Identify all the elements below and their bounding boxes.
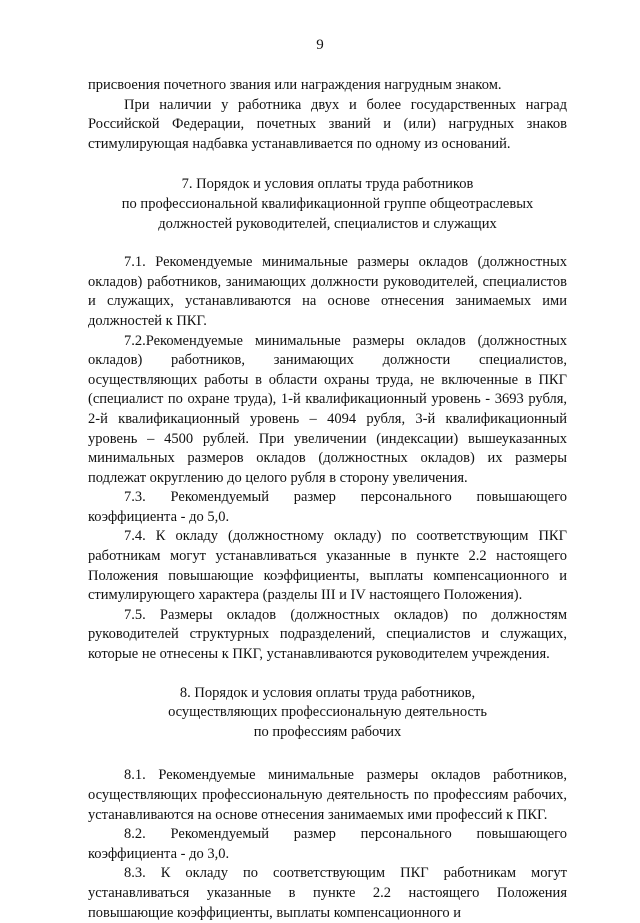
- paragraph-8-2: 8.2. Рекомендуемый размер персонального повышающего коэффициента - до 3,0.: [88, 826, 567, 862]
- paragraph-7-2: 7.2.Рекомендуемые минимальные размеры окладов (должностных окладов) работников, занимающих должности специалистов, осуществляющих работы в области охраны труда, не включенные в ПКГ (специалист по охране труда), 1-й квалификационный уровень - 3693 рубля, 2-й квалификационный уровень – 4094 рубля, 3-й квалификационный уровень – 4500 рублей. При увеличении (индексации) вышеуказанных минимальных размеров окладов (должностных окладов) их размеры подлежат округлению до целого рубля в сторону увеличения.: [88, 332, 567, 486]
- section-8-heading-line-3: по профессиям рабочих: [253, 723, 402, 740]
- paragraph-7-1: 7.1. Рекомендуемые минимальные размеры окладов (должностных окладов) работников, занимающих должности руководителей, специалистов и служащих, устанавливаются на основе отнесения занимаемых ими должностей к ПКГ.: [88, 254, 567, 329]
- paragraph-8-3: 8.3. К окладу по соответствующим ПКГ работникам могут устанавливаться указанные в пункте 2.2 настоящего Положения повышающие коэффициенты, выплаты компенсационного и: [88, 865, 567, 921]
- paragraph-7-4: 7.4. К окладу (должностному окладу) по соответствующим ПКГ работникам могут устанавливаться указанные в пункте 2.2 настоящего Положения повышающие коэффициенты, выплаты компенсационного и стимулирующего характера (разделы III и IV настоящего Положения).: [88, 528, 567, 604]
- paragraph-8-1: 8.1. Рекомендуемые минимальные размеры окладов работников, осуществляющих профессиональную деятельность по профессиям рабочих, устанавливаются на основе отнесения занимаемых ими профессий к ПКГ.: [88, 767, 567, 823]
- section-8-heading: [88, 684, 567, 743]
- section-8-heading-line-1: 8. Порядок и условия оплаты труда работников,: [179, 684, 476, 701]
- section-7-heading-line-3: должностей руководителей, специалистов и служащих: [158, 215, 497, 232]
- section-7-heading: [88, 175, 567, 234]
- section-7-heading-line-2: по профессиональной квалификационной группе общеотраслевых: [121, 195, 534, 212]
- intro-paragraph-1: присвоения почетного звания или награждения нагрудным знаком.: [88, 77, 502, 93]
- page-number: 9: [316, 37, 324, 53]
- paragraph-7-5: 7.5. Размеры окладов (должностных окладов) по должностям руководителей структурных подразделений, специалистов и служащих, которые не отнесены к ПКГ, устанавливаются руководителем учреждения.: [88, 606, 567, 663]
- document-body: [88, 76, 567, 923]
- paragraph-7-3: 7.3. Рекомендуемый размер персонального повышающего коэффициента - до 5,0.: [88, 489, 567, 525]
- section-8-heading-line-2: осуществляющих профессиональную деятельность: [168, 704, 487, 721]
- section-7-heading-line-1: 7. Порядок и условия оплаты труда работников: [181, 176, 474, 193]
- intro-paragraph-2: При наличии у работника двух и более государственных наград Российской Федерации, почетных званий и (или) нагрудных знаков стимулирующая надбавка устанавливается по одному из оснований.: [88, 96, 567, 152]
